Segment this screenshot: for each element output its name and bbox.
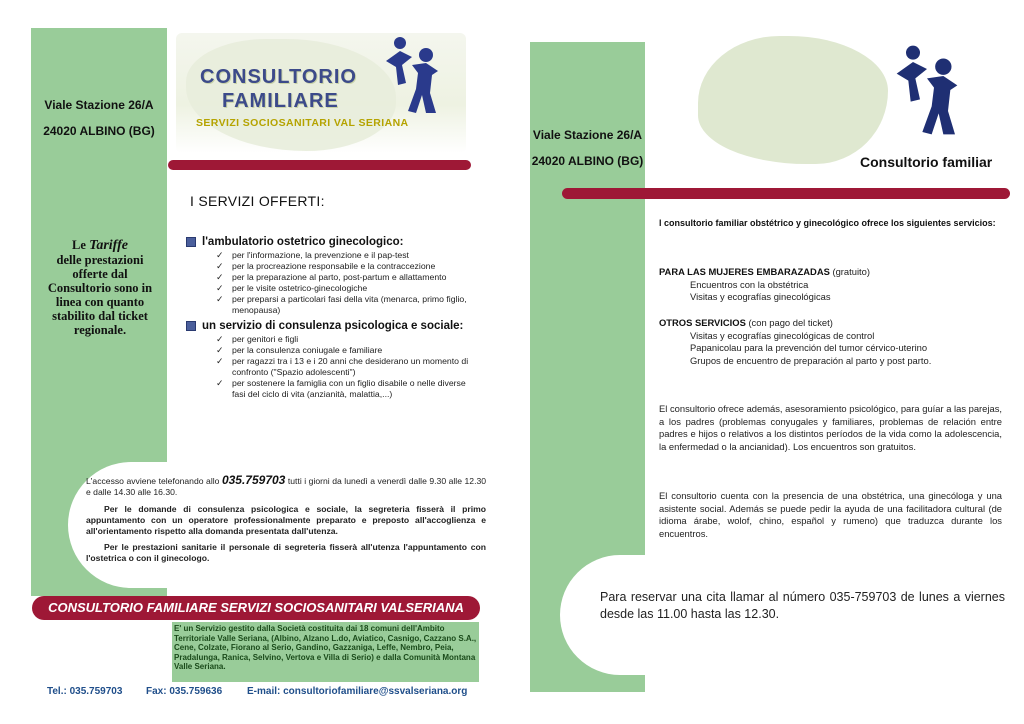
other-section: [659, 317, 1004, 367]
footer-bar: CONSULTORIO FAMILIARE SERVIZI SOCIOSANITARI VALSERIANA: [32, 596, 480, 620]
service-2-heading: [186, 320, 476, 332]
services-block: [186, 236, 476, 404]
service-2-list: [186, 334, 476, 400]
access-text: [86, 475, 486, 498]
pregnant-head: PARA LAS MUJERES EMBARAZADAS: [659, 266, 830, 277]
contact-email[interactable]: E-mail: consultoriofamiliare@ssvalseriana.org: [247, 686, 468, 697]
access-post: tutti i giorni da lunedì a venerdì dalle 9.30 alle 12.30 e dalle 14.30 alle 16.30.: [86, 476, 487, 497]
list-item: Encuentros con la obstétrica: [690, 278, 809, 290]
tariffe-le: Le: [72, 238, 86, 252]
right-para-1: El consultorio ofrece además, asesoramiento psicológico, para guíar a las parejas, a los padres (problemas conyugales y familiares, problemas de relación entre padres e hijos o relativos a los distintos períodos de la vida como la adolescencia, la enfermedad o la ancianidad). Los encuentros son gratuitos.: [659, 403, 1002, 452]
right-brand: Consultorio familiar: [860, 154, 993, 170]
list-item: ✓ per genitori e figli: [216, 334, 476, 345]
list-item: ✓ per sostenere la famiglia con un figlio disabile o nelle diverse fasi del ciclo di vita (anzianità, malattia,...): [216, 378, 476, 400]
tariffe-note: [45, 238, 155, 337]
tariffe-word: Tariffe: [89, 238, 128, 253]
left-address-line1: Viale Stazione 26/A: [44, 98, 154, 112]
contact-fax: Fax: 035.759636: [146, 686, 223, 697]
square-bullet-icon: [186, 321, 196, 331]
para-psico: [86, 504, 486, 537]
list-item: ✓ per preparsi a particolari fasi della vita (menarca, primo figlio, menopausa): [216, 294, 476, 316]
service-1-title: l'ambulatorio ostetrico ginecologico:: [202, 236, 404, 248]
other-note: (con pago del ticket): [748, 317, 833, 328]
left-address-line2: 24020 ALBINO (BG): [43, 124, 155, 138]
para-psico-text: Per le domande di consulenza psicologica e sociale, la segreteria fisserà il primo appuntamento con un operatore professionalmente preparato e preposto all'accoglienza e all'orientamento rispetto alla domanda presentata dall'utenza.: [86, 504, 486, 536]
right-para-2: El consultorio cuenta con la presencia de una obstétrica, una ginecóloga y una asistente social. Además se puede pedir la ayuda de una facilitadora cultural (de idioma árabe, wolof, chino, español y rumeno) que traduzca durante los encuentros.: [659, 490, 1002, 539]
left-logo: [176, 33, 466, 153]
logo-title-line2: FAMILIARE: [222, 90, 339, 112]
tariffe-text: delle prestazioni offerte dal Consultorio sono in linea con quanto stabilito dal ticket regionale.: [47, 253, 153, 337]
service-2-title: un servizio di consulenza psicologica e sociale:: [202, 320, 464, 332]
list-item: Visitas y ecografías ginecológicas: [690, 291, 831, 302]
list-item: ✓ per la procreazione responsabile e la contraccezione: [216, 261, 476, 272]
list-item: Papanicolau para la prevención del tumor cérvico-uterino: [690, 342, 928, 353]
other-heading: [659, 317, 1004, 330]
services-title: I SERVIZI OFFERTI:: [190, 193, 325, 209]
list-item: Grupos de encuentro de preparación al parto y post parto.: [690, 354, 932, 366]
pregnant-note: (gratuito): [832, 266, 870, 277]
para-sanitarie: [86, 542, 486, 564]
access-phone: 035.759703: [221, 473, 286, 487]
service-1-heading: [186, 236, 476, 248]
right-address: [520, 122, 655, 174]
left-address: [31, 92, 167, 144]
green-note: E' un Servizio gestito dalla Società costituita dai 18 comuni dell'Ambito Territoriale Valle Seriana, (Albino, Alzano L.do, Aviatico, Casnigo, Cazzano S.A., Cene, Colzate, Fiorano al Serio, Gandino, Gazzaniga, Leffe, Nembro, Peia, Pradalunga, Ranica, Selvino, Vertova e Villa di Serio) e dalla Comunità Montana Valle Seriana.: [172, 622, 479, 682]
contact-tel: Tel.: 035.759703: [47, 686, 123, 697]
pregnant-heading: [659, 266, 1004, 279]
cita-text: Para reservar una cita llamar al número 035-759703 de lunes a viernes desde las 11.00 hasta las 12.30.: [600, 590, 1005, 621]
family-logo-icon: [382, 35, 442, 115]
list-item: ✓ per le visite ostetrico-ginecologiche: [216, 283, 476, 294]
list-item: ✓ per l'informazione, la prevenzione e il pap-test: [216, 250, 476, 261]
other-head: OTROS SERVICIOS: [659, 317, 746, 328]
square-bullet-icon: [186, 237, 196, 247]
left-top-divider: [168, 160, 471, 170]
list-item: ✓ per ragazzi tra i 13 e i 20 anni che desiderano un momento di confronto ("Spazio adolescenti"): [216, 356, 476, 378]
right-top-divider: [562, 188, 1010, 199]
list-item: ✓ per la preparazione al parto, post-partum e allattamento: [216, 272, 476, 283]
family-logo-icon: [892, 40, 962, 140]
map-icon: [698, 36, 888, 164]
right-intro: l consultorio familiar obstétrico y ginecológico ofrece los siguientes servicios:: [659, 218, 996, 228]
right-address-line2: 24020 ALBINO (BG): [531, 154, 644, 168]
list-item: Visitas y ecografías ginecológicas de control: [690, 329, 875, 341]
service-1-list: [186, 250, 476, 316]
logo-subtitle: SERVIZI SOCIOSANITARI VAL SERIANA: [196, 117, 409, 129]
pregnant-section: [659, 266, 1004, 304]
list-item: ✓ per la consulenza coniugale e familiare: [216, 345, 476, 356]
access-pre: L'accesso avviene telefonando allo: [86, 476, 220, 486]
right-address-line1: Viale Stazione 26/A: [532, 128, 643, 142]
logo-title-line1: CONSULTORIO: [200, 66, 357, 88]
para-sanitarie-text: Per le prestazioni sanitarie il personale di segreteria fisserà all'utenza l'appuntamento con l'ostetrica o con il ginecologo.: [86, 542, 486, 563]
